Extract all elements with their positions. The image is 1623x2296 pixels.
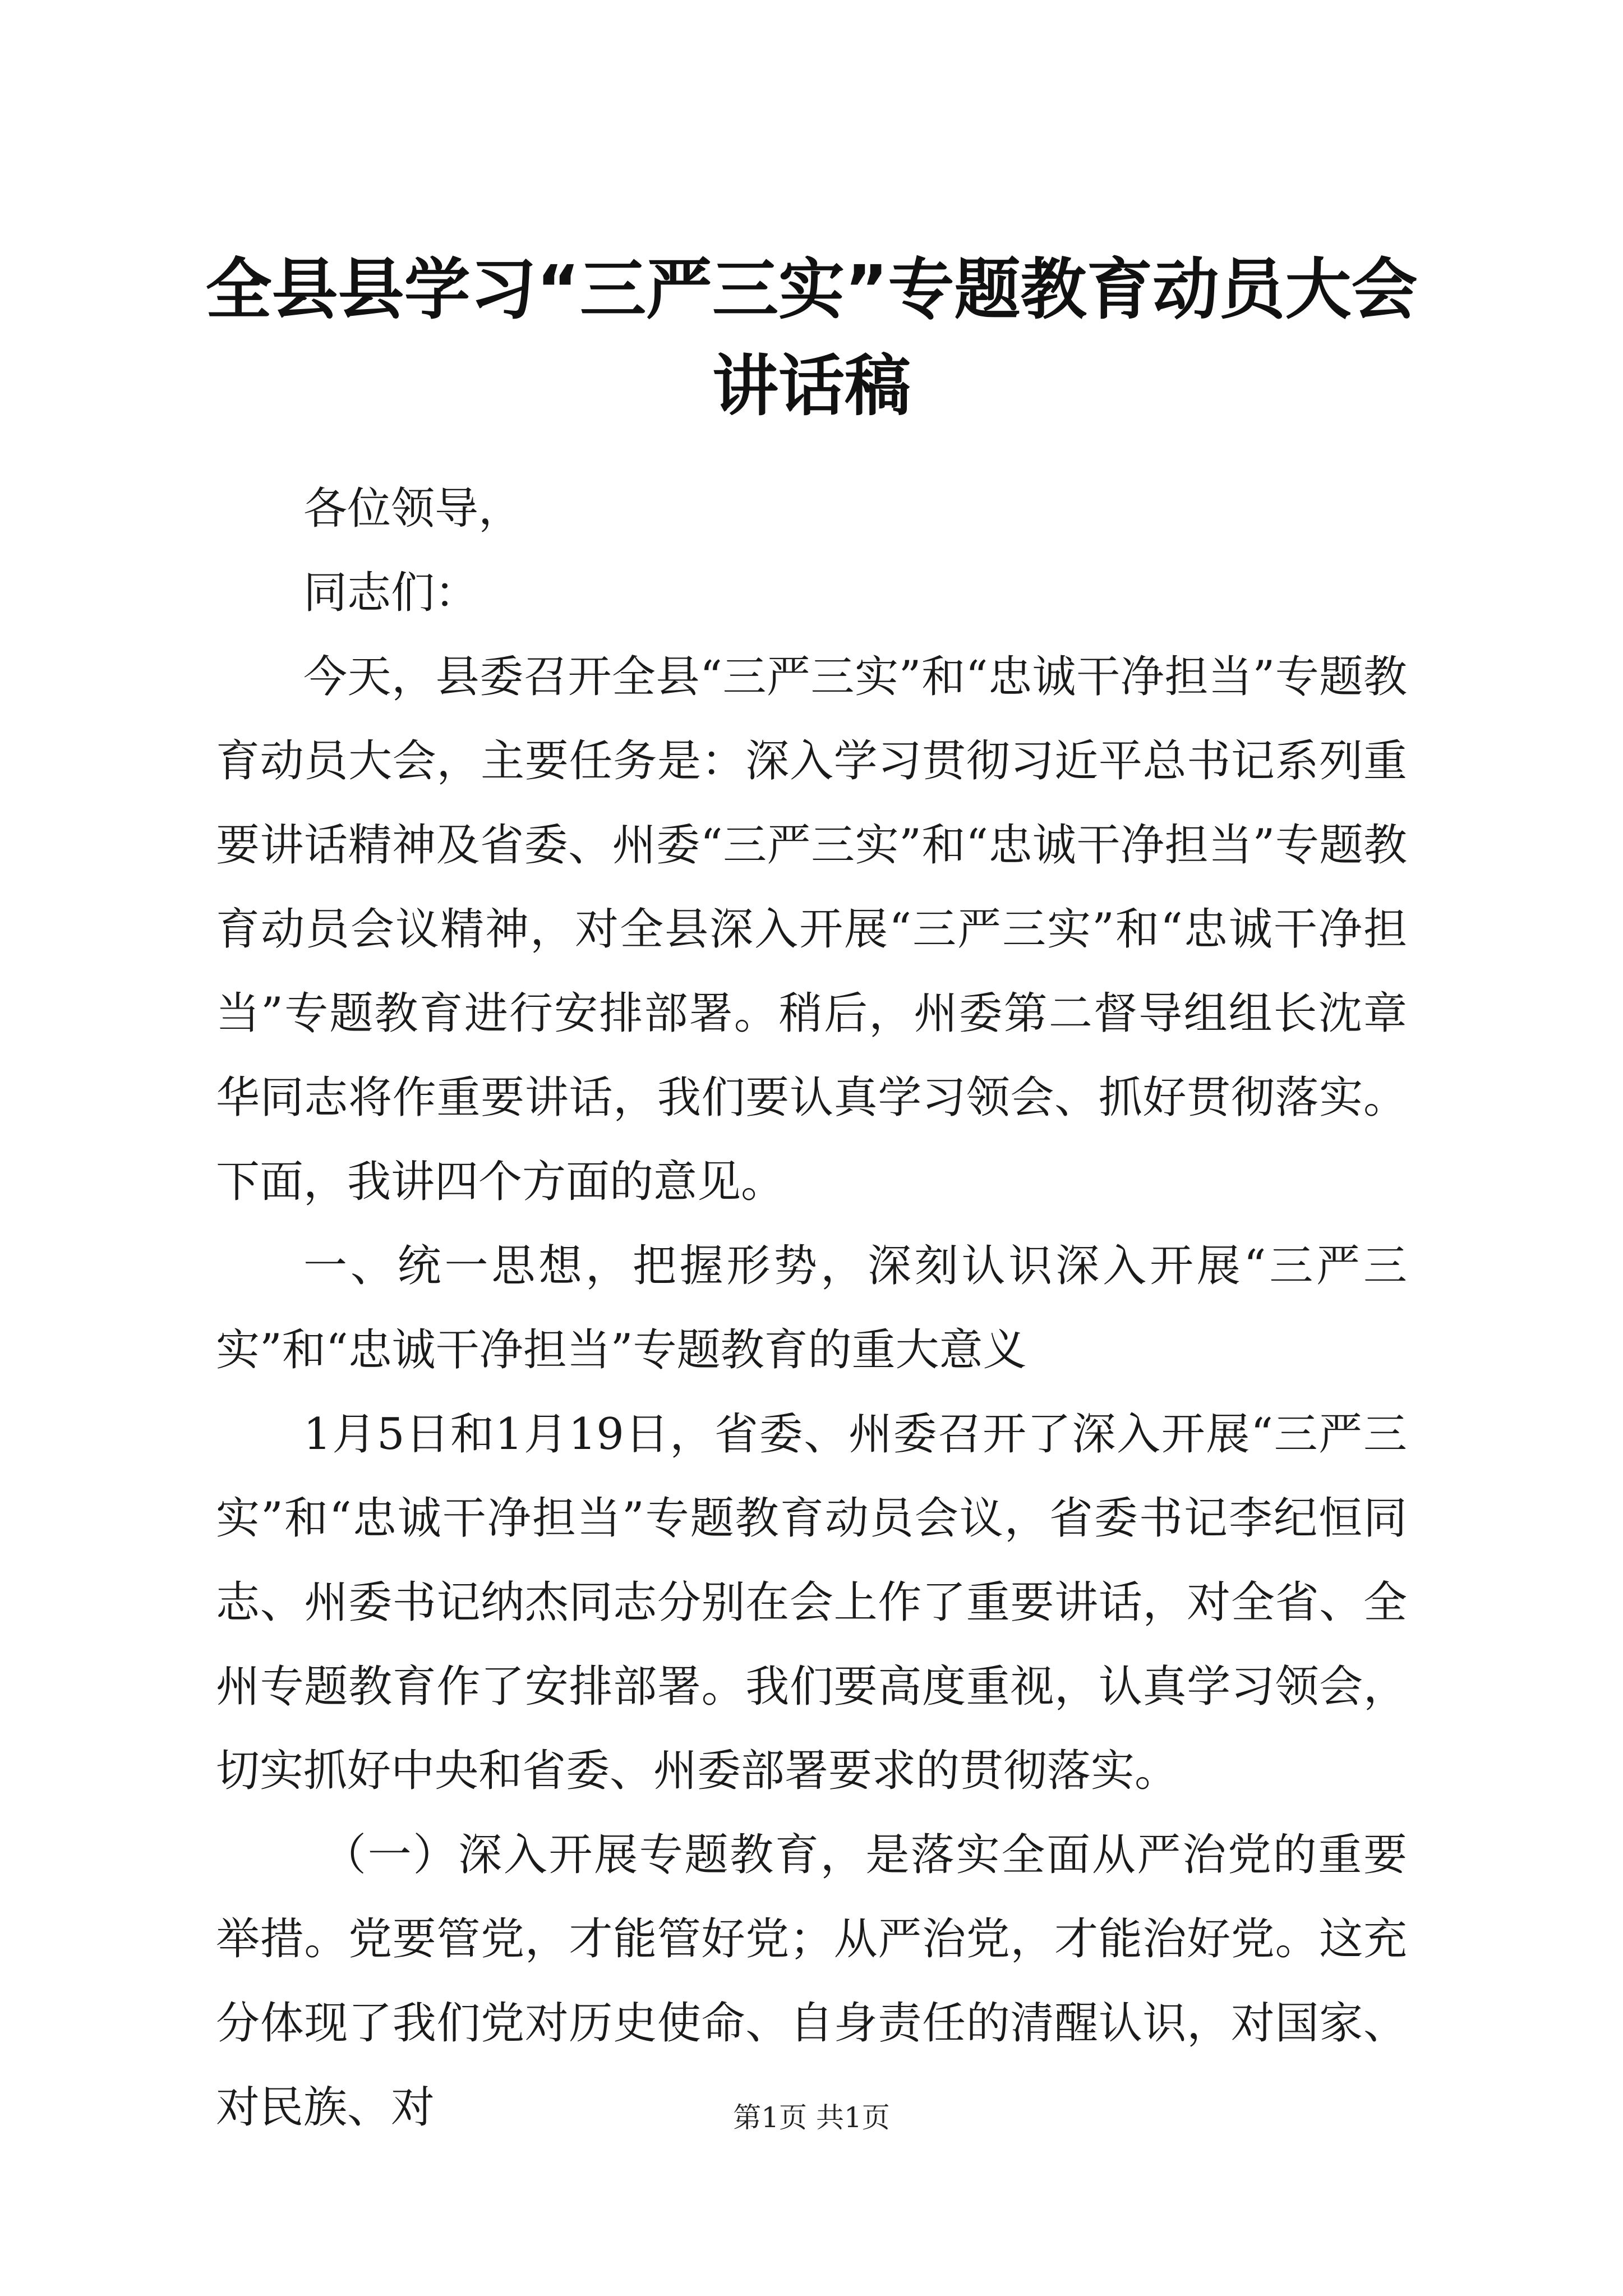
salutation-leaders: 各位领导， [303, 484, 523, 534]
paragraph-meetings: 1月5日和1月19日，省委、州委召开了深入开展“三严三实”和“忠诚干净担当”专题教育动员会议，省委书记李纪恒同志、州委书记纳杰同志分别在会上作了重要讲话，对全省、全州专题教育作了安排部署。我们要高度重视，认真学习领会，切实抓好中央和省委、州委部署要求的贯彻落实。 [216, 1409, 1407, 1796]
paragraph-introduction: 今天，县委召开全县“三严三实”和“忠诚干净担当”专题教育动员大会，主要任务是：深入学习贯彻习近平总书记系列重要讲话精神及省委、州委“三严三实”和“忠诚干净担当”专题教育动员会议精神，对全县深入开展“三严三实”和“忠诚干净担当”专题教育进行安排部署。稍后，州委第二督导组组长沈章华同志将作重要讲话，我们要认真学习领会、抓好贯彻落实。下面，我讲四个方面的意见。 [216, 652, 1407, 1207]
salutation-comrades: 同志们： [303, 568, 479, 618]
document-title: 全县县学习“三严三实”专题教育动员大会讲话稿 [205, 251, 1418, 425]
subsection-one: （一）深入开展专题教育，是落实全面从严治党的重要举措。党要管党，才能管好党；从严治党，才能治好党。这充分体现了我们党对历史使命、自身责任的清醒认识，对国家、对民族、对 [216, 1830, 1407, 2133]
document-body [216, 467, 1407, 2150]
section-heading-one: 一、统一思想，把握形势，深刻认识深入开展“三严三实”和“忠诚干净担当”专题教育的重大意义 [216, 1241, 1407, 1375]
page-footer: 第1页 共1页 [733, 2101, 890, 2134]
